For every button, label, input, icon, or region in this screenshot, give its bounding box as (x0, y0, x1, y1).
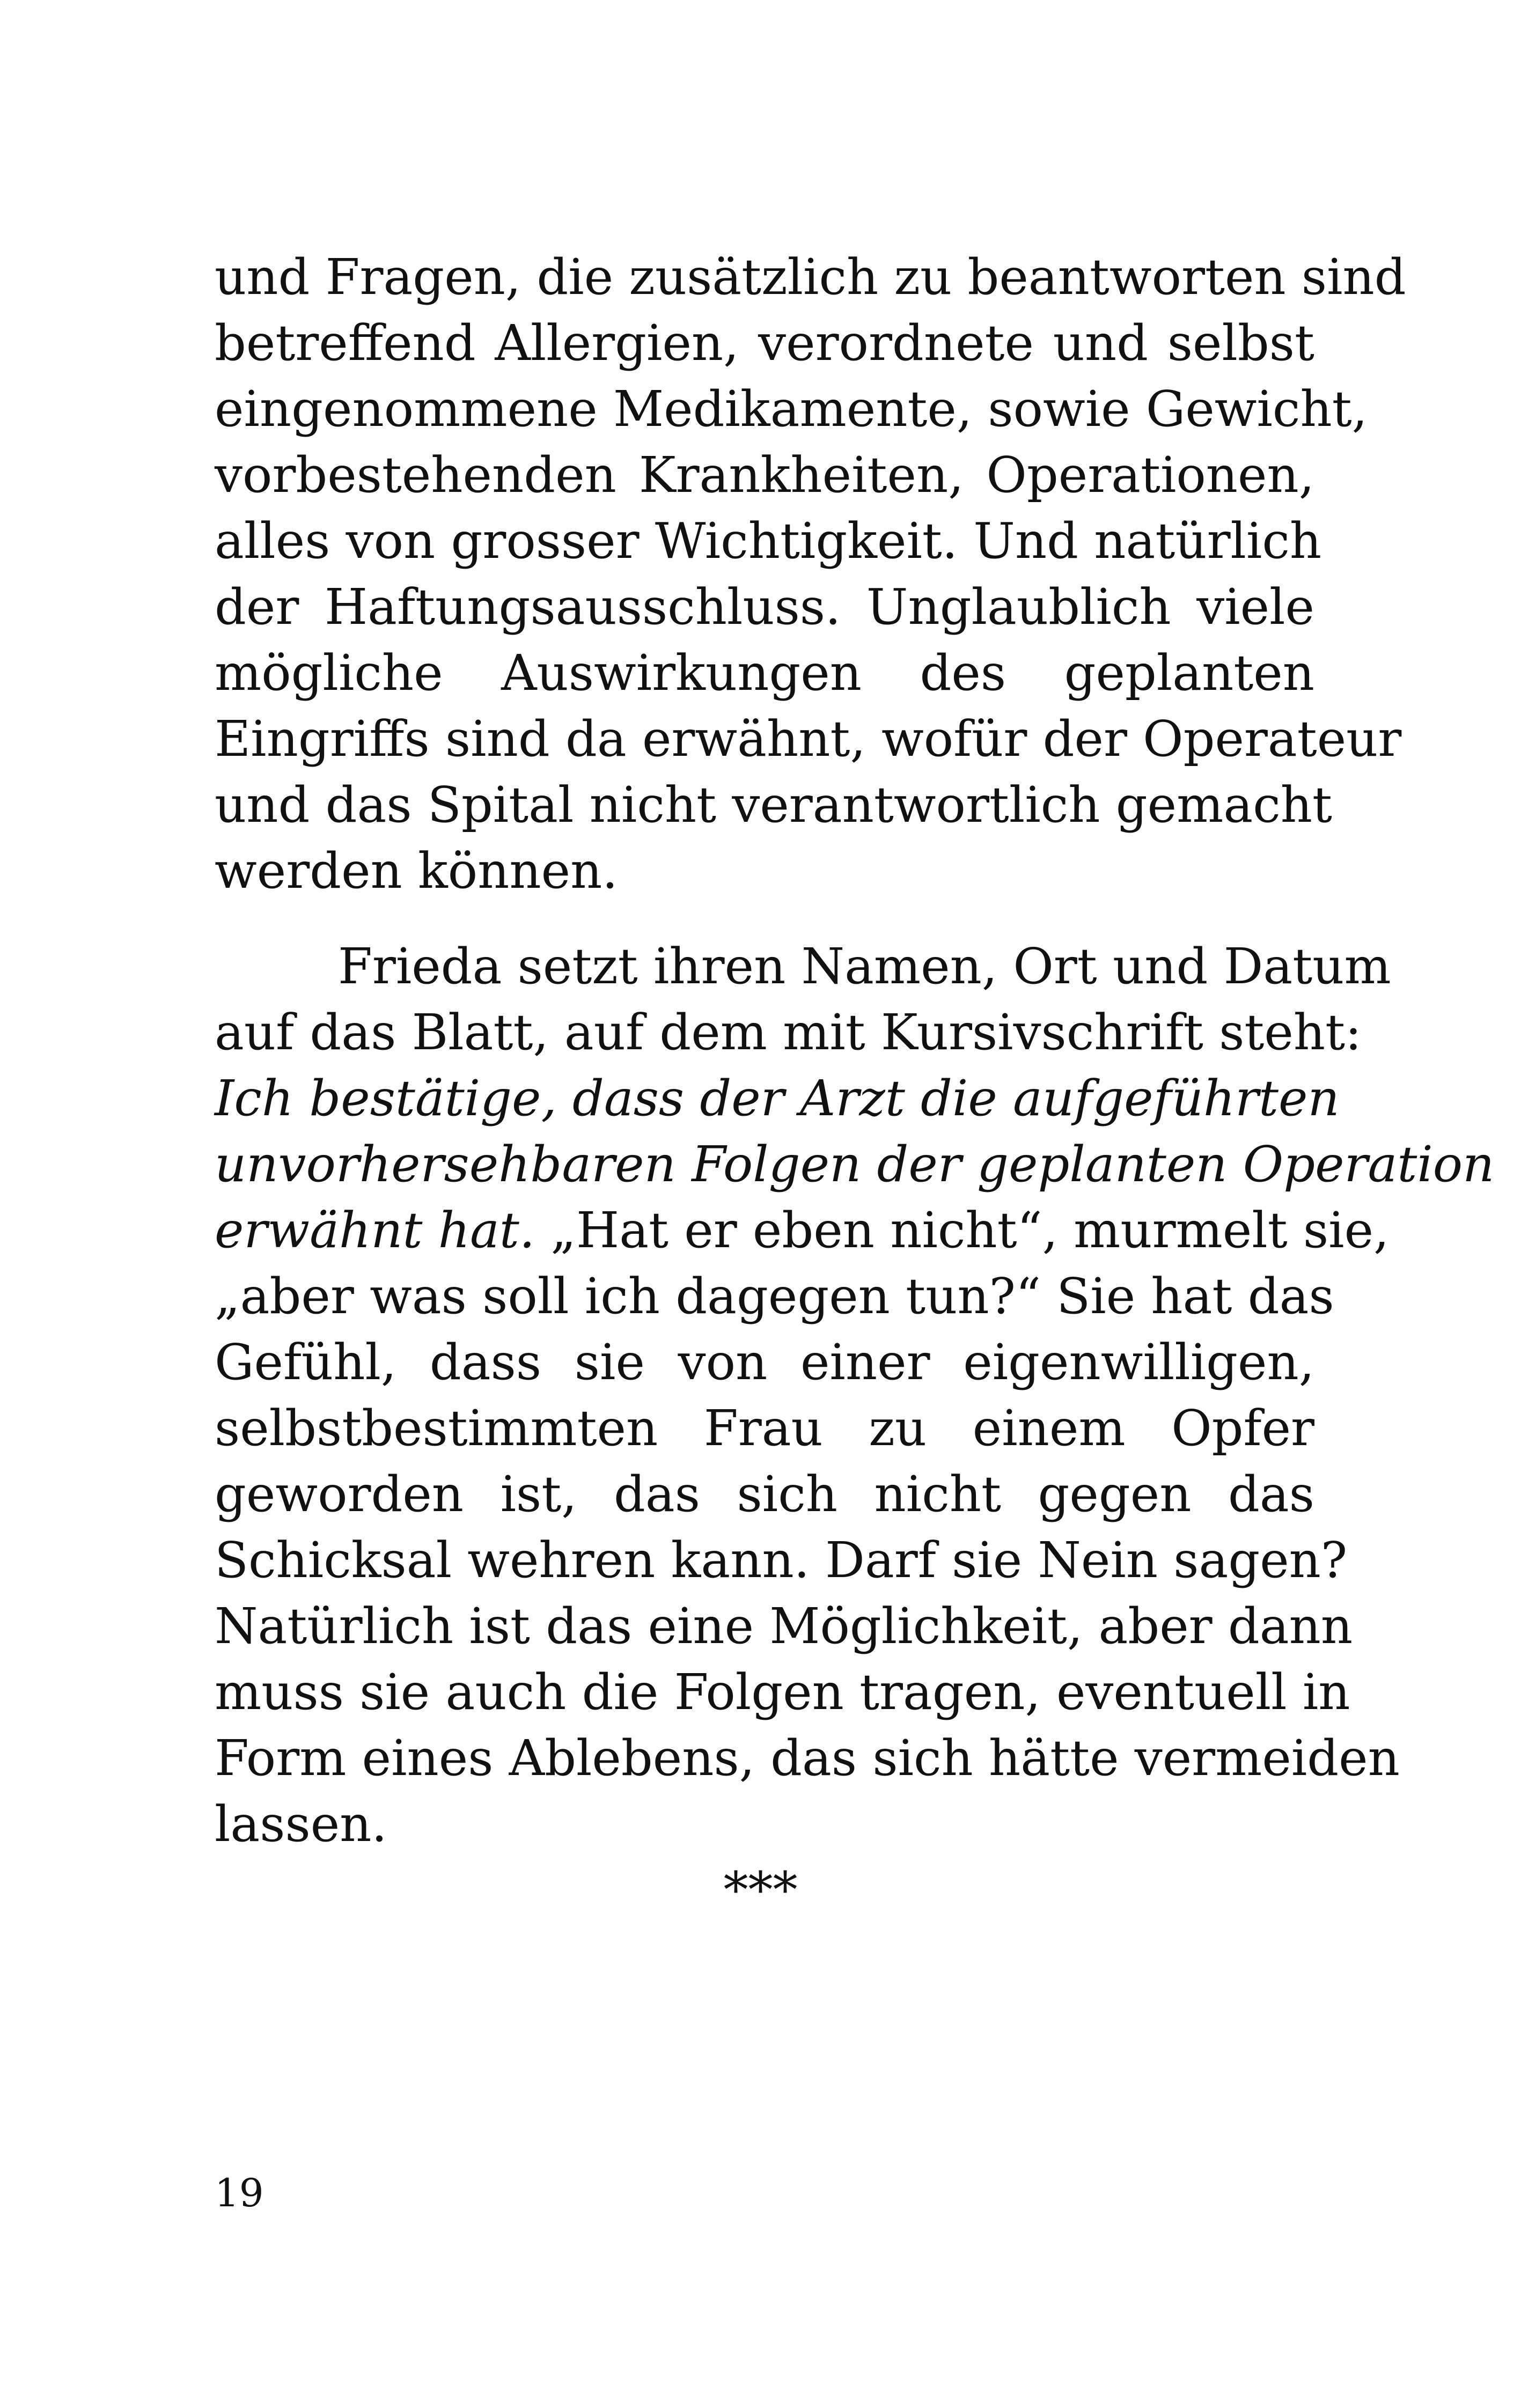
text-line: werden können. (215, 842, 618, 900)
text-line: Eingriffs sind da erwähnt, wofür der Operateur (215, 710, 1402, 768)
paragraph-1 (215, 244, 1406, 904)
text-line: Natürlich ist das eine Möglichkeit, aber dann (215, 1597, 1353, 1655)
italic-text-line: Ich bestätige, dass der Arzt die aufgeführten (215, 1070, 1340, 1127)
text-line: und Fragen, die zusätzlich zu beantworten sind (215, 248, 1406, 306)
italic-text-line: unvorhersehbaren Folgen der geplanten Operation (215, 1136, 1495, 1193)
text-line: Form eines Ablebens, das sich hätte vermeiden (215, 1729, 1400, 1787)
paragraph-2 (215, 933, 1495, 1857)
text-line: selbstbestimmten Frau zu einem Opfer (215, 1400, 1314, 1457)
text-fragment: „Hat er eben nicht“, murmelt sie, (535, 1202, 1390, 1259)
text-line: „aber was soll ich dagegen tun?“ Sie hat das (215, 1268, 1334, 1325)
text-line: Frieda setzt ihren Namen, Ort und Datum (338, 938, 1391, 995)
text-line: der Haftungsausschluss. Unglaublich viele (215, 578, 1314, 636)
text-line (215, 1197, 1390, 1263)
text-line: eingenommene Medikamente, sowie Gewicht, (215, 380, 1368, 438)
text-line: mögliche Auswirkungen des geplanten (215, 644, 1314, 702)
text-line: Schicksal wehren kann. Darf sie Nein sagen? (215, 1531, 1348, 1589)
page-number: 19 (215, 2170, 264, 2215)
text-line: geworden ist, das sich nicht gegen das (215, 1466, 1314, 1523)
text-line: betreffend Allergien, verordnete und selbst (215, 314, 1314, 372)
text-line: lassen. (215, 1795, 387, 1853)
section-separator: *** (723, 1861, 798, 1919)
text-line: vorbestehenden Krankheiten, Operationen, (215, 446, 1314, 504)
text-line: alles von grosser Wichtigkeit. Und natürlich (215, 512, 1322, 570)
italic-text-fragment: erwähnt hat. (215, 1202, 535, 1259)
text-line: auf das Blatt, auf dem mit Kursivschrift steht: (215, 1004, 1362, 1061)
text-line: muss sie auch die Folgen tragen, eventuell in (215, 1663, 1350, 1721)
text-line: und das Spital nicht verantwortlich gemacht (215, 776, 1332, 834)
text-line: Gefühl, dass sie von einer eigenwilligen, (215, 1334, 1314, 1391)
